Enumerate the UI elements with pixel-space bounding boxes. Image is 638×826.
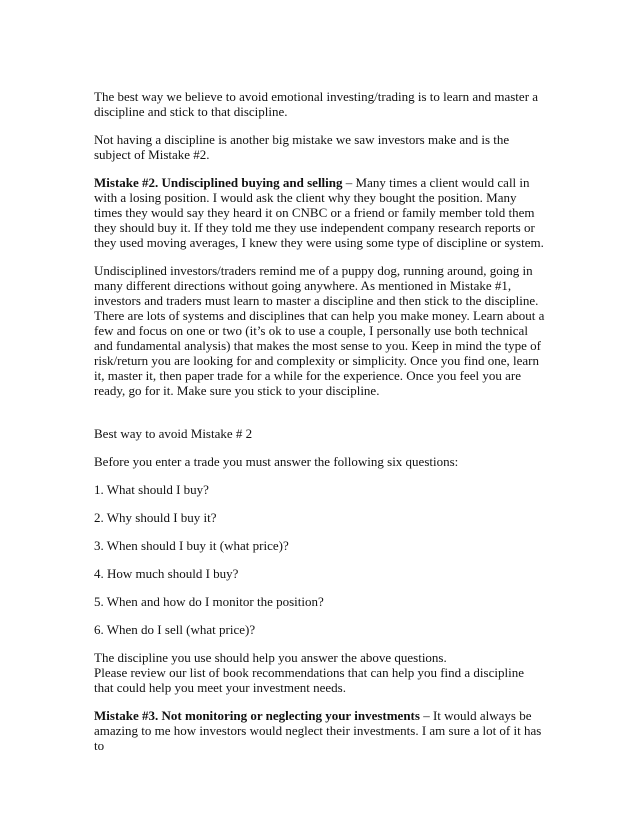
discipline-answer-line: The discipline you use should help you answer the above questions. [94,650,447,665]
question-item: 6. When do I sell (what price)? [94,622,256,637]
mistake-2-heading: Mistake #2. Undisciplined buying and selling [94,175,343,190]
paragraph-undisciplined-investors: Undisciplined investors/traders remind me of a puppy dog, running around, going in many different directions without going anywhere. As mentioned in Mistake #1, investors and traders must learn to master a discipline and then stick to the discipline. There are lots of systems and disciplines that can help you make money. Learn about a few and focus on one or two (it’s ok to use a couple, I personally use both technical and fundamental analysis) that makes the most sense to you. Keep in mind the type of risk/return you are looking for and complexity or simplicity. Once you find one, learn it, master it, then paper trade for a while for the experience. Once you feel you are ready, go for it. Make sure you stick to your discipline. [94,263,545,398]
mistake-3-heading: Mistake #3. Not monitoring or neglecting your investments [94,708,420,723]
question-item: 2. Why should I buy it? [94,510,217,525]
paragraph-mistake-2 [94,175,546,250]
question-item: 5. When and how do I monitor the position? [94,594,324,609]
mistake-3-body: – It would always be amazing to me how investors would neglect their investments. I am sure a lot of it has to [94,708,542,753]
book-recommendations-line: Please review our list of book recommendations that can help you find a discipline that could help you meet your investment needs. [94,665,524,695]
document-body [94,89,546,766]
paragraph-no-discipline: Not having a discipline is another big mistake we saw investors make and is the subject of Mistake #2. [94,132,510,162]
paragraph-mistake-3 [94,708,546,753]
best-way-heading: Best way to avoid Mistake # 2 [94,426,253,441]
mistake-2-body: – Many times a client would call in with a losing position. I would ask the client why they bought the position. Many times they would say they heard it on CNBC or a friend or family member told them they should buy it. If they told me they use independent company research reports or they used moving averages, I knew they were using some type of discipline or system. [94,175,544,250]
question-item: 4. How much should I buy? [94,566,239,581]
question-item: 3. When should I buy it (what price)? [94,538,289,553]
question-item: 1. What should I buy? [94,482,209,497]
before-trade-line: Before you enter a trade you must answer the following six questions: [94,454,459,469]
paragraph-emotional-investing: The best way we believe to avoid emotional investing/trading is to learn and master a discipline and stick to that discipline. [94,89,539,119]
